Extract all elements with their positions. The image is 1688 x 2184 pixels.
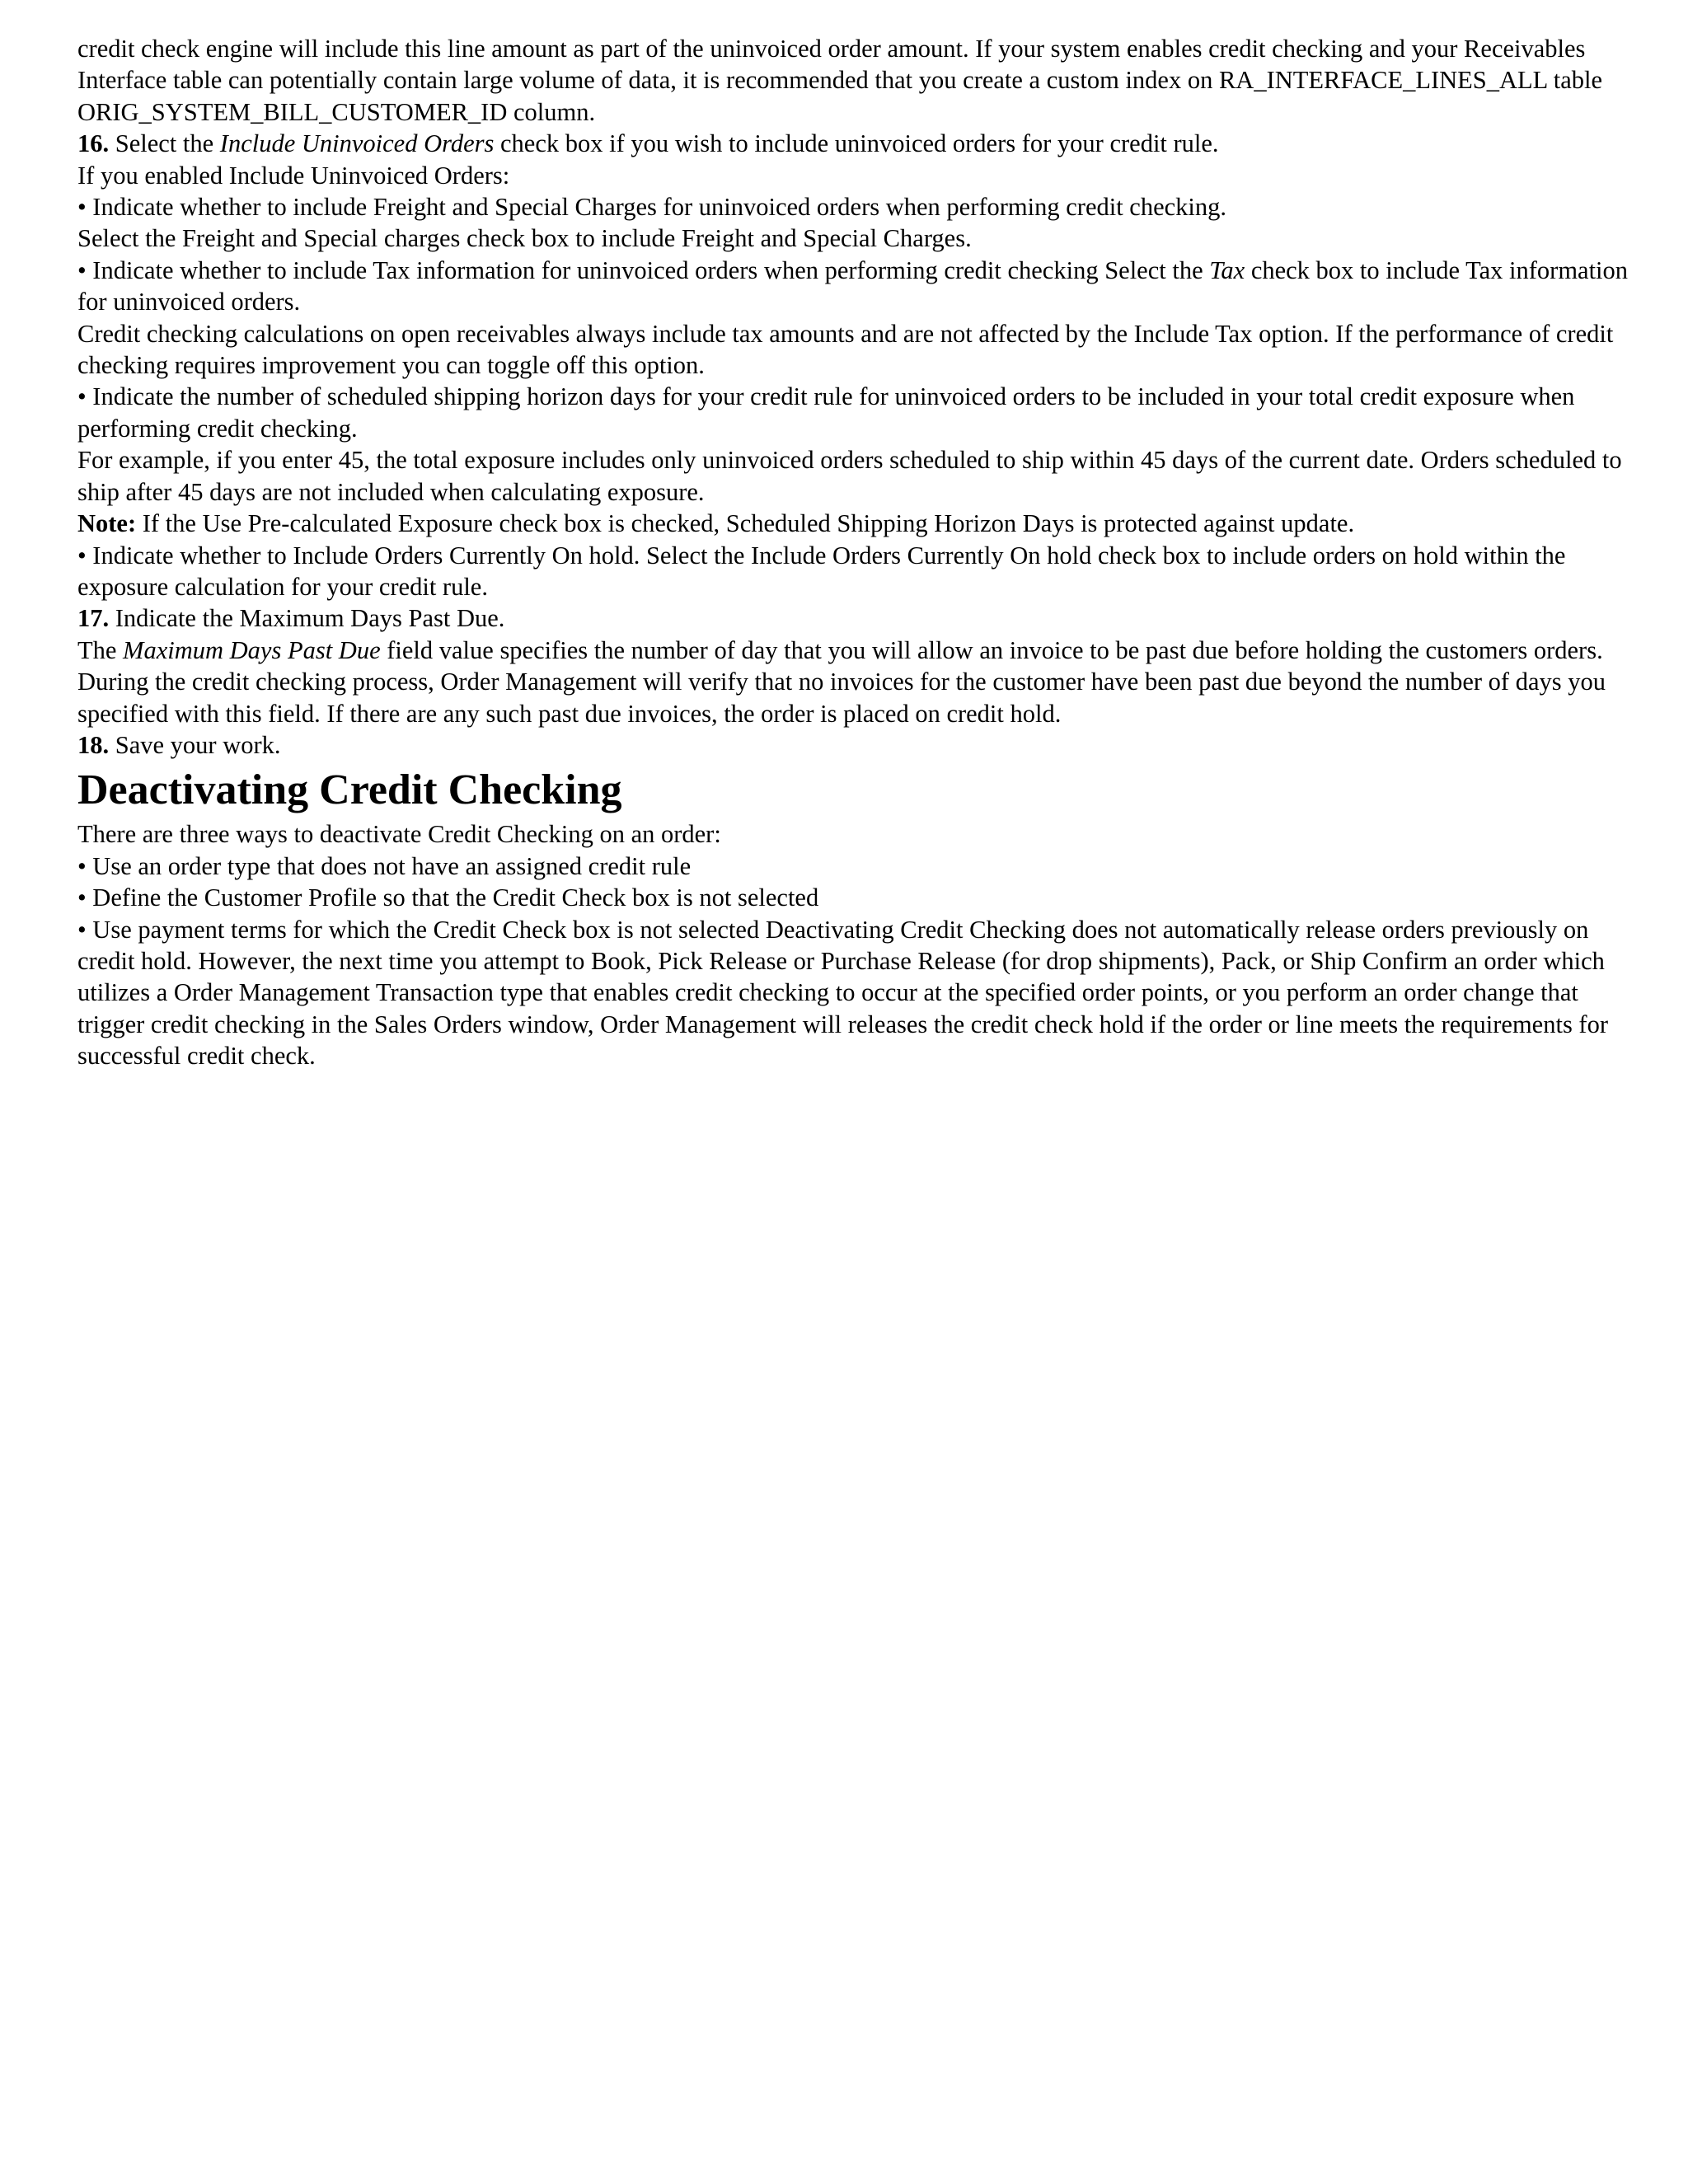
paragraph-custom-index: credit check engine will include this line amount as part of the uninvoiced order amount. If your system enables credit checking and your Receivables Interface table can potentially contain large volume of data, it is recommended that you create a custom index on RA_INTERFACE_LINES_ALL table ORIG_SYSTEM_BILL_CUSTOMER_ID column. [77,35,1603,126]
paragraph-open-receivables: Credit checking calculations on open receivables always include tax amounts and are not affected by the Include Tax option. If the performance of credit checking requires improvement you can toggle off this option. [77,319,1614,380]
document-page [77,33,1643,1072]
note-paragraph [77,508,1643,539]
note-text: If the Use Pre-calculated Exposure check box is checked, Scheduled Shipping Horizon Days is protected against update. [136,509,1355,538]
bullet-orders-on-hold: • Indicate whether to Include Orders Currently On hold. Select the Include Orders Currently On hold check box to include orders on hold within the exposure calculation for your credit rule. [77,541,1566,601]
bullet-customer-profile: • Define the Customer Profile so that the Credit Check box is not selected [77,883,819,912]
note-label: Note: [77,509,137,538]
step-17 [77,602,1643,634]
step-17-text: Indicate the Maximum Days Past Due. [109,604,505,633]
max-days-text-pre: The [77,635,124,664]
paragraph-example: For example, if you enter 45, the total exposure includes only uninvoiced orders scheduled to ship within 45 days of the current date. Orders scheduled to ship after 45 days are not included when calculating exposure. [77,446,1622,506]
paragraph-if-enabled: If you enabled Include Uninvoiced Orders: [77,161,510,190]
bullet-tax-text-post: check box to include Tax information for uninvoiced orders. [77,255,1629,316]
bullet-tax-information [77,255,1643,318]
paragraph-three-ways: There are three ways to deactivate Credit Checking on an order: [77,820,721,849]
section-heading: Deactivating Credit Checking [77,766,622,814]
bullet-payment-terms: • Use payment terms for which the Credit Check box is not selected Deactivating Credit Checking does not automatically release orders previously on credit hold. However, the next time you attempt to Book, Pick Release or Purchase Release (for drop shipments), Pack, or Ship Confirm an order which utilizes a Order Management Transaction type that enables credit checking to occur at the specified order points, or you perform an order change that trigger credit checking in the Sales Orders window, Order Management will releases the credit check hold if the order or line meets the requirements for successful credit check. [77,915,1609,1071]
step-16-text-italic: Include Uninvoiced Orders [219,129,495,158]
step-18-text: Save your work. [109,730,281,759]
bullet-tax-text-pre: • Indicate whether to include Tax information for uninvoiced orders when performing credit checking Select the [77,255,1210,284]
bullet-order-type: • Use an order type that does not have an assigned credit rule [77,851,692,880]
step-18-number: 18. [77,730,110,759]
paragraph-freight-checkbox: Select the Freight and Special charges check box to include Freight and Special Charges. [77,224,972,253]
step-16 [77,128,1643,159]
step-16-number: 16. [77,129,110,158]
bullet-freight-charges: • Indicate whether to include Freight and Special Charges for uninvoiced orders when performing credit checking. [77,193,1227,222]
step-17-number: 17. [77,604,110,633]
max-days-text-post: field value specifies the number of day that you will allow an invoice to be past due before holding the customers orders. During the credit checking process, Order Management will verify that no invoices for the customer have been past due beyond the number of days you specified with this field. If there are any such past due invoices, the order is placed on credit hold. [77,635,1606,728]
paragraph-max-days-past-due [77,635,1643,729]
step-16-text-pre: Select the [109,129,220,158]
step-18 [77,729,1643,761]
bullet-tax-text-italic: Tax [1209,255,1245,284]
max-days-text-italic: Maximum Days Past Due [123,635,381,664]
step-16-text-post: check box if you wish to include uninvoiced orders for your credit rule. [494,129,1219,158]
bullet-shipping-horizon: • Indicate the number of scheduled shipping horizon days for your credit rule for uninvoiced orders to be included in your total credit exposure when performing credit checking. [77,382,1575,443]
